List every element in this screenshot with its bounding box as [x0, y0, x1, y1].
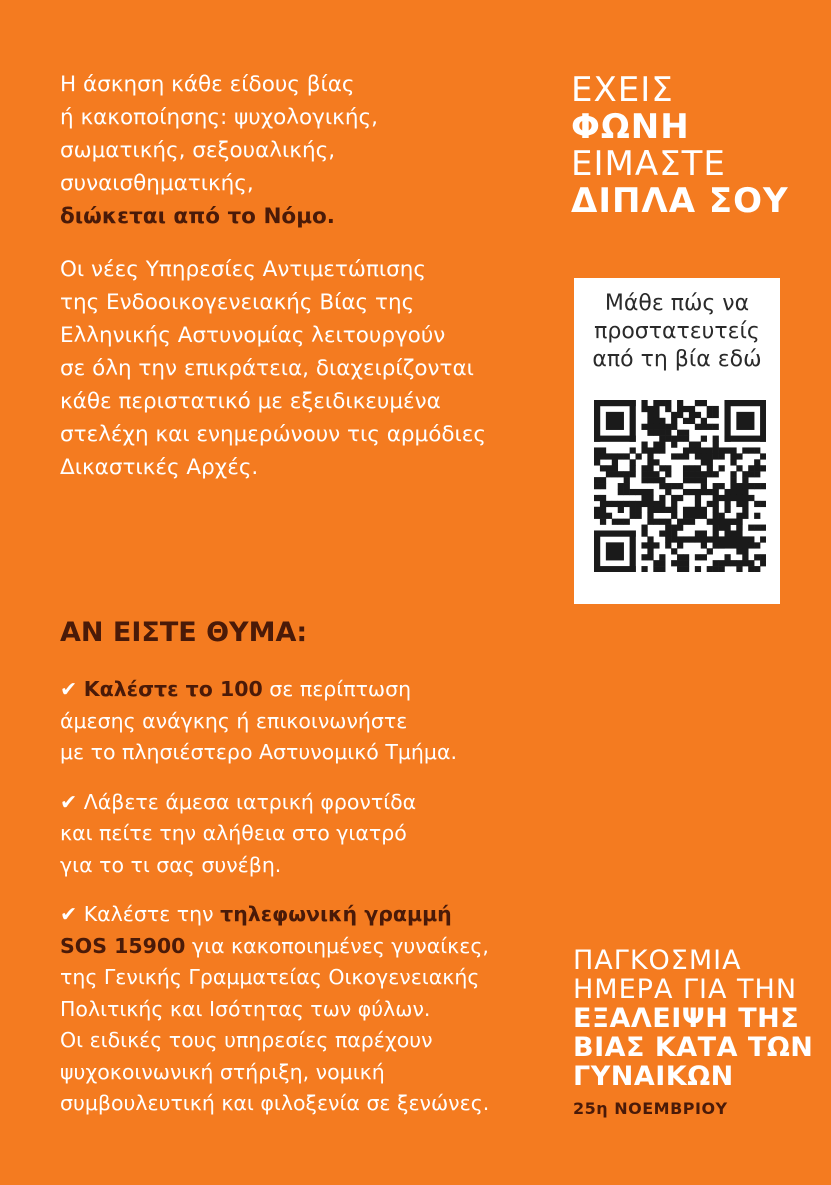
intro-line: Η άσκηση κάθε είδους βίας [60, 72, 355, 97]
instruction-text: ψυχοκοινωνική στήριξη, νομική [60, 1059, 385, 1084]
call-100-emphasis: Καλέστε το 100 [83, 677, 263, 701]
instruction-text: Οι ειδικές τους υπηρεσίες παρέχουν [60, 1028, 433, 1052]
instruction-text: για κακοποιημένες γυναίκες, [185, 933, 489, 958]
qr-caption [574, 290, 780, 374]
day-date: 25η ΝΟΕΜΒΡΙΟΥ [573, 1099, 728, 1118]
services-line: Οι νέες Υπηρεσίες Αντιμετώπισης [60, 257, 426, 282]
awareness-day-block [573, 946, 813, 1118]
instruction-text: άμεσης ανάγκης ή επικοινωνήστε [60, 708, 408, 733]
slogan-line: ΕΧΕΙΣ [571, 70, 674, 110]
day-line: ΠΑΓΚΟΣΜΙΑ [573, 945, 742, 976]
instruction-text: Πολιτικής και Ισότητας των φύλων. [60, 996, 431, 1021]
slogan-block [571, 72, 789, 220]
day-line: ΓΥΝΑΙΚΩΝ [573, 1061, 734, 1092]
services-paragraph [60, 253, 550, 484]
qr-code-icon[interactable] [594, 400, 766, 572]
check-icon: ✔ [60, 789, 78, 814]
victim-instructions [60, 674, 560, 1138]
slogan-line: ΦΩΝΗ [571, 107, 690, 147]
qr-caption-line: από τη βία εδώ [592, 347, 762, 372]
day-line: ΕΞΑΛΕΙΨΗ ΤΗΣ [573, 1003, 800, 1034]
instruction-text: και πείτε την αλήθεια στο γιατρό [60, 821, 407, 845]
intro-law-statement: διώκεται από το Νόμο. [60, 204, 335, 229]
instruction-text: της Γενικής Γραμματείας Οικογενειακής [60, 965, 480, 989]
services-line: κάθε περιστατικό με εξειδικευμένα [60, 389, 441, 414]
instruction-text: για το τι σας συνέβη. [60, 852, 282, 877]
qr-caption-line: προστατευτείς [594, 319, 760, 344]
instruction-text: Λάβετε άμεσα ιατρική φροντίδα [77, 789, 417, 814]
qr-caption-line: Μάθε πώς να [604, 291, 750, 316]
services-line: στελέχη και ενημερώνουν τις αρμόδιες [60, 422, 487, 447]
instruction-text: συμβουλευτική και φιλοξενία σε ξενώνες. [60, 1091, 490, 1115]
sos-number: SOS 15900 [60, 933, 186, 958]
services-line: της Ενδοοικογενειακής Βίας της [60, 290, 415, 315]
services-line: Ελληνικής Αστυνομίας λειτουργούν [60, 323, 446, 348]
instruction-sos-line [60, 899, 560, 1120]
hotline-emphasis: τηλεφωνική γραμμή [220, 902, 452, 926]
intro-line: συναισθηματικής, [60, 171, 254, 196]
intro-paragraph [60, 68, 550, 233]
day-line: ΗΜΕΡΑ ΓΙΑ ΤΗΝ [573, 974, 798, 1005]
slogan-line: ΕΙΜΑΣΤΕ [571, 144, 726, 184]
instruction-medical-care [60, 787, 560, 882]
intro-line: σωματικής, σεξουαλικής, [60, 138, 336, 163]
intro-line: ή κακοποίησης: ψυχολογικής, [60, 105, 378, 130]
instruction-text: Καλέστε την [77, 902, 221, 926]
intro-block [60, 68, 550, 484]
services-line: Δικαστικές Αρχές. [60, 455, 259, 480]
slogan-line: ΔΙΠΛΑ ΣΟΥ [571, 181, 789, 221]
instruction-call-100 [60, 674, 560, 769]
check-icon: ✔ [60, 677, 78, 701]
day-line: ΒΙΑΣ ΚΑΤΑ ΤΩΝ [573, 1032, 814, 1063]
services-line: σε όλη την επικράτεια, διαχειρίζονται [60, 356, 474, 381]
qr-card[interactable] [574, 278, 780, 604]
instruction-text: σε περίπτωση [262, 677, 412, 701]
instruction-text: με το πλησιέστερο Αστυνομικό Τμήμα. [60, 740, 457, 764]
check-icon: ✔ [60, 902, 78, 926]
victim-heading: ΑΝ ΕΙΣΤΕ ΘΥΜΑ: [60, 617, 308, 648]
